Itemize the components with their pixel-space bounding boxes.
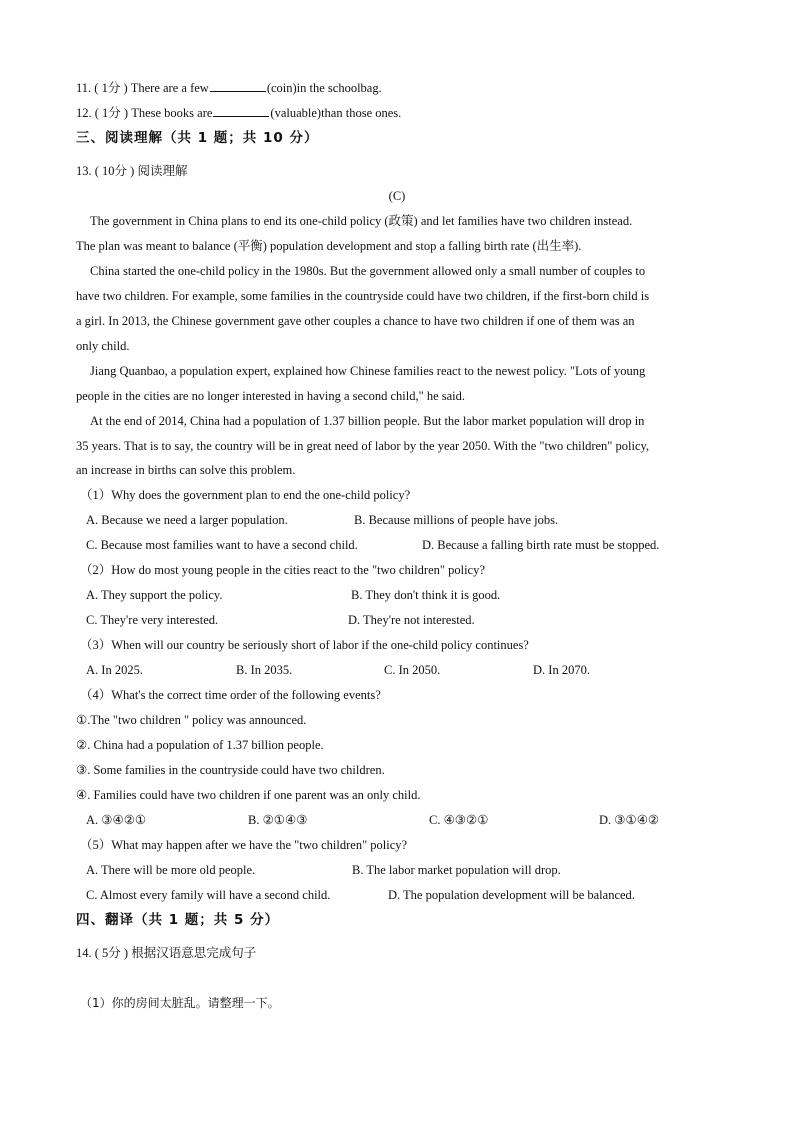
option-a[interactable]: A. Because we need a larger population. xyxy=(86,513,288,527)
question-12-suffix: (valuable)than those ones. xyxy=(270,106,402,120)
option-a[interactable]: A. There will be more old people. xyxy=(86,863,256,877)
question-14-sub-1: （1）你的房间太脏乱。请整理一下。 xyxy=(80,996,280,1010)
question-12-blank[interactable] xyxy=(213,102,269,117)
option-b[interactable]: B. They don't think it is good. xyxy=(351,588,501,602)
option-d[interactable]: D. ③①④② xyxy=(599,813,660,827)
option-c[interactable]: C. Almost every family will have a second child. xyxy=(86,888,331,902)
question-14-header: 14. ( 5分 ) 根据汉语意思完成句子 xyxy=(76,946,257,960)
passage-line: At the end of 2014, China had a population of 1.37 billion people. But the labor market population will drop in xyxy=(90,414,645,428)
subquestion-1-row-2 xyxy=(86,534,736,556)
passage-line: 35 years. That is to say, the country will be in great need of labor by the year 2050. With the "two children" policy, xyxy=(76,439,650,453)
passage-line: only child. xyxy=(76,339,130,353)
passage-line: The government in China plans to end its one-child policy (政策) and let families have two children instead. xyxy=(90,214,633,228)
option-d[interactable]: D. In 2070. xyxy=(533,663,590,677)
passage-line: The plan was meant to balance (平衡) population development and stop a falling birth rate (出生率). xyxy=(76,239,582,253)
option-c[interactable]: C. They're very interested. xyxy=(86,613,219,627)
section-4-heading: 四、翻译（共 1 题；共 5 分） xyxy=(76,912,280,928)
question-12 xyxy=(76,102,726,124)
question-11-blank[interactable] xyxy=(210,77,266,92)
passage-line: an increase in births can solve this problem. xyxy=(76,463,296,477)
subquestion-2-row-1 xyxy=(86,584,736,606)
subquestion-5-row-1 xyxy=(86,859,736,881)
option-d[interactable]: D. Because a falling birth rate must be stopped. xyxy=(422,538,660,552)
event-2: ②. China had a population of 1.37 billion people. xyxy=(76,738,324,752)
subquestion-5-row-2 xyxy=(86,884,736,906)
option-c[interactable]: C. In 2050. xyxy=(384,663,441,677)
option-a[interactable]: A. In 2025. xyxy=(86,663,143,677)
option-a[interactable]: A. They support the policy. xyxy=(86,588,223,602)
passage-line: Jiang Quanbao, a population expert, explained how Chinese families react to the newest policy. "Lots of young xyxy=(90,364,646,378)
subquestion-4-stem: （4）What's the correct time order of the following events? xyxy=(80,688,381,702)
option-b[interactable]: B. ②①④③ xyxy=(248,813,308,827)
option-c[interactable]: C. Because most families want to have a second child. xyxy=(86,538,358,552)
passage-line: have two children. For example, some families in the countryside could have two children, if the first-born child is xyxy=(76,289,650,303)
subquestion-1-stem: （1）Why does the government plan to end the one-child policy? xyxy=(80,488,411,502)
question-11-suffix: (coin)in the schoolbag. xyxy=(266,81,382,95)
passage-label: (C) xyxy=(388,189,406,203)
question-11-prefix: 11. ( 1分 ) There are a few xyxy=(76,81,209,95)
passage-line: people in the cities are no longer interested in having a second child," he said. xyxy=(76,389,466,403)
event-4: ④. Families could have two children if one parent was an only child. xyxy=(76,788,421,802)
subquestion-1-row-1 xyxy=(86,509,736,531)
event-1: ①.The "two children " policy was announced. xyxy=(76,713,307,727)
subquestion-3-row xyxy=(86,659,736,681)
option-d[interactable]: D. They're not interested. xyxy=(348,613,475,627)
subquestion-2-row-2 xyxy=(86,609,736,631)
option-b[interactable]: B. In 2035. xyxy=(236,663,293,677)
subquestion-3-stem: （3）When will our country be seriously short of labor if the one-child policy continues? xyxy=(80,638,529,652)
question-11 xyxy=(76,77,726,99)
section-3-heading: 三、阅读理解（共 1 题；共 10 分） xyxy=(76,130,319,146)
option-b[interactable]: B. Because millions of people have jobs. xyxy=(354,513,559,527)
event-3: ③. Some families in the countryside could have two children. xyxy=(76,763,385,777)
option-c[interactable]: C. ④③②① xyxy=(429,813,489,827)
passage-line: a girl. In 2013, the Chinese government gave other couples a chance to have two children if one of them was an xyxy=(76,314,635,328)
question-13-header: 13. ( 10分 ) 阅读理解 xyxy=(76,164,188,178)
question-12-prefix: 12. ( 1分 ) These books are xyxy=(76,106,213,120)
subquestion-2-stem: （2）How do most young people in the cities react to the "two children" policy? xyxy=(80,563,485,577)
option-d[interactable]: D. The population development will be balanced. xyxy=(388,888,635,902)
option-a[interactable]: A. ③④②① xyxy=(86,813,147,827)
option-b[interactable]: B. The labor market population will drop. xyxy=(352,863,561,877)
subquestion-5-stem: （5）What may happen after we have the "two children" policy? xyxy=(80,838,408,852)
subquestion-4-row xyxy=(86,809,736,831)
passage-line: China started the one-child policy in the 1980s. But the government allowed only a small number of couples to xyxy=(90,264,646,278)
